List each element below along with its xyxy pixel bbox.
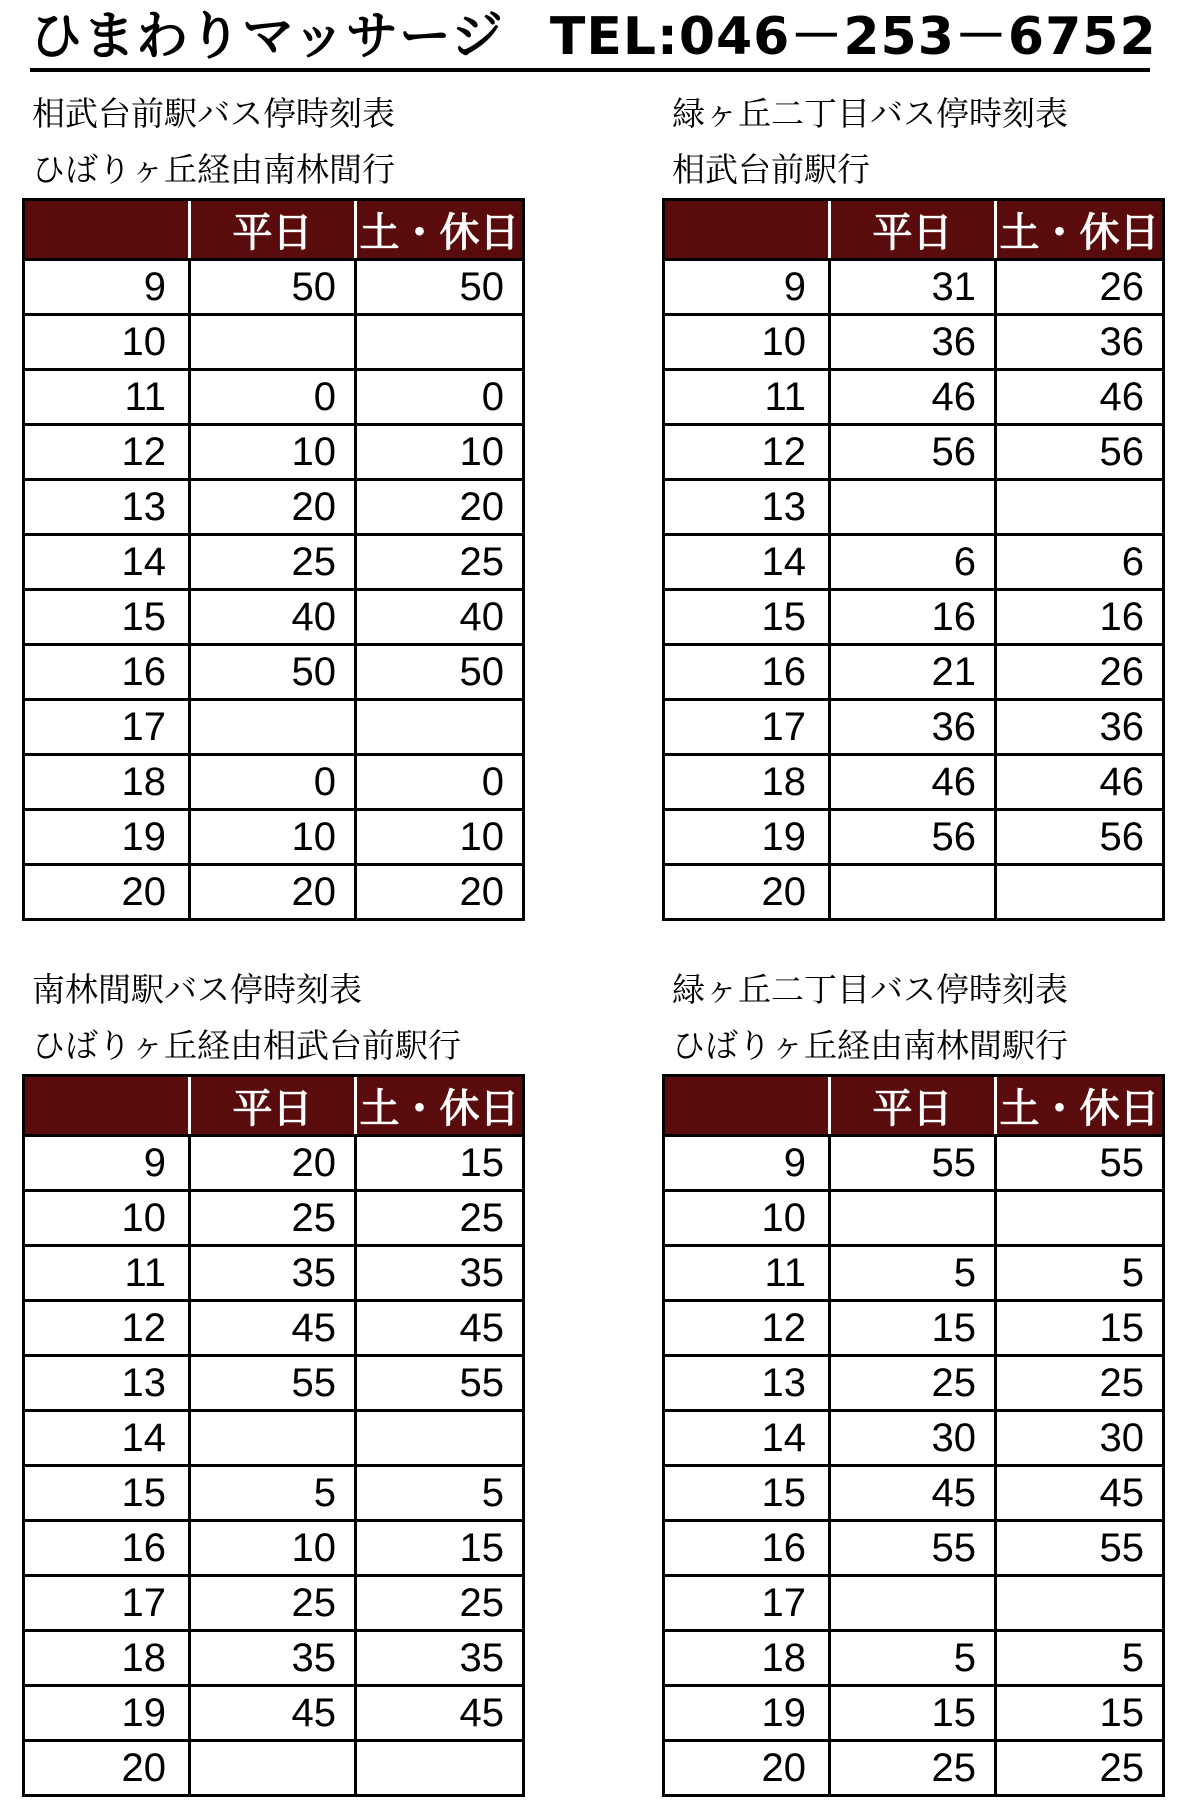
timetable-stop-title: 相武台前駅バス停時刻表 xyxy=(32,94,395,133)
weekday-minute-cell: 5 xyxy=(190,1466,356,1521)
table-row xyxy=(664,315,1164,370)
hour-cell: 19 xyxy=(24,1686,190,1741)
hour-cell: 17 xyxy=(664,1576,830,1631)
phone-number: TEL:046－253－6752 xyxy=(549,7,1157,67)
hour-cell: 16 xyxy=(664,1521,830,1576)
column-header: 平日 xyxy=(190,200,356,260)
holiday-minute-cell: 55 xyxy=(996,1521,1164,1576)
table-row xyxy=(664,865,1164,920)
table-row xyxy=(24,260,524,315)
holiday-minute-cell: 36 xyxy=(996,700,1164,755)
weekday-minute-cell: 15 xyxy=(830,1686,996,1741)
holiday-minute-cell: 50 xyxy=(356,645,524,700)
holiday-minute-cell: 5 xyxy=(996,1246,1164,1301)
holiday-minute-cell: 50 xyxy=(356,260,524,315)
table-row xyxy=(664,1521,1164,1576)
table-row xyxy=(24,810,524,865)
timetable-header-row xyxy=(24,200,524,260)
holiday-minute-cell: 25 xyxy=(356,1191,524,1246)
table-row xyxy=(664,1136,1164,1191)
hour-cell: 20 xyxy=(664,1741,830,1796)
table-row xyxy=(24,1136,524,1191)
holiday-minute-cell: 15 xyxy=(996,1301,1164,1356)
holiday-minute-cell: 25 xyxy=(996,1356,1164,1411)
weekday-minute-cell: 20 xyxy=(190,1136,356,1191)
weekday-minute-cell: 56 xyxy=(830,425,996,480)
table-row xyxy=(664,1301,1164,1356)
table-row xyxy=(24,865,524,920)
weekday-minute-cell: 10 xyxy=(190,425,356,480)
holiday-minute-cell: 55 xyxy=(356,1356,524,1411)
weekday-minute-cell: 35 xyxy=(190,1631,356,1686)
holiday-minute-cell xyxy=(996,1576,1164,1631)
timetable-block xyxy=(662,86,1162,921)
holiday-minute-cell: 15 xyxy=(996,1686,1164,1741)
timetable-stop-title: 南林間駅バス停時刻表 xyxy=(32,970,362,1009)
weekday-minute-cell: 25 xyxy=(190,1576,356,1631)
weekday-minute-cell: 56 xyxy=(830,810,996,865)
table-row xyxy=(24,590,524,645)
hour-cell: 18 xyxy=(24,1631,190,1686)
weekday-minute-cell: 45 xyxy=(190,1686,356,1741)
column-header xyxy=(24,200,190,260)
holiday-minute-cell xyxy=(356,700,524,755)
table-row xyxy=(664,480,1164,535)
weekday-minute-cell xyxy=(830,1576,996,1631)
table-row xyxy=(664,1576,1164,1631)
table-row xyxy=(24,1246,524,1301)
holiday-minute-cell: 35 xyxy=(356,1246,524,1301)
page-header xyxy=(30,6,1157,72)
column-header: 平日 xyxy=(830,200,996,260)
weekday-minute-cell: 20 xyxy=(190,865,356,920)
timetable xyxy=(662,1074,1165,1797)
table-row xyxy=(664,590,1164,645)
hour-cell: 19 xyxy=(664,810,830,865)
hour-cell: 15 xyxy=(664,590,830,645)
hour-cell: 20 xyxy=(664,865,830,920)
holiday-minute-cell xyxy=(356,1411,524,1466)
holiday-minute-cell: 45 xyxy=(996,1466,1164,1521)
timetable xyxy=(22,198,525,921)
holiday-minute-cell: 0 xyxy=(356,370,524,425)
table-row xyxy=(24,700,524,755)
table-row xyxy=(664,1686,1164,1741)
hour-cell: 14 xyxy=(24,535,190,590)
column-header: 土・休日 xyxy=(996,200,1164,260)
table-row xyxy=(24,535,524,590)
hour-cell: 13 xyxy=(664,480,830,535)
holiday-minute-cell: 10 xyxy=(356,810,524,865)
column-header: 平日 xyxy=(190,1076,356,1136)
holiday-minute-cell: 35 xyxy=(356,1631,524,1686)
timetable-stop-title: 緑ヶ丘二丁目バス停時刻表 xyxy=(672,970,1068,1009)
weekday-minute-cell: 15 xyxy=(830,1301,996,1356)
table-row xyxy=(664,535,1164,590)
table-row xyxy=(664,755,1164,810)
weekday-minute-cell xyxy=(830,480,996,535)
table-row xyxy=(24,645,524,700)
holiday-minute-cell: 40 xyxy=(356,590,524,645)
weekday-minute-cell xyxy=(190,700,356,755)
hour-cell: 12 xyxy=(24,425,190,480)
table-row xyxy=(24,425,524,480)
column-header: 土・休日 xyxy=(996,1076,1164,1136)
hour-cell: 12 xyxy=(664,425,830,480)
weekday-minute-cell xyxy=(190,1411,356,1466)
hour-cell: 13 xyxy=(664,1356,830,1411)
table-row xyxy=(24,1631,524,1686)
hour-cell: 10 xyxy=(24,1191,190,1246)
holiday-minute-cell: 25 xyxy=(996,1741,1164,1796)
hour-cell: 18 xyxy=(664,1631,830,1686)
weekday-minute-cell xyxy=(830,865,996,920)
timetable xyxy=(22,1074,525,1797)
table-row xyxy=(664,370,1164,425)
hour-cell: 14 xyxy=(664,1411,830,1466)
holiday-minute-cell: 25 xyxy=(356,1576,524,1631)
weekday-minute-cell: 50 xyxy=(190,260,356,315)
weekday-minute-cell xyxy=(830,1191,996,1246)
timetable-block xyxy=(22,86,522,921)
table-row xyxy=(664,1466,1164,1521)
table-row xyxy=(664,1631,1164,1686)
weekday-minute-cell: 35 xyxy=(190,1246,356,1301)
holiday-minute-cell xyxy=(996,1191,1164,1246)
table-row xyxy=(664,1191,1164,1246)
table-row xyxy=(24,1301,524,1356)
hour-cell: 18 xyxy=(24,755,190,810)
timetable-destination: 相武台前駅行 xyxy=(672,150,870,189)
holiday-minute-cell: 45 xyxy=(356,1686,524,1741)
weekday-minute-cell: 10 xyxy=(190,810,356,865)
holiday-minute-cell xyxy=(996,480,1164,535)
hour-cell: 19 xyxy=(664,1686,830,1741)
weekday-minute-cell: 25 xyxy=(190,1191,356,1246)
weekday-minute-cell: 5 xyxy=(830,1631,996,1686)
table-row xyxy=(24,1356,524,1411)
holiday-minute-cell: 20 xyxy=(356,865,524,920)
holiday-minute-cell: 45 xyxy=(356,1301,524,1356)
timetable-block xyxy=(662,962,1162,1797)
weekday-minute-cell: 0 xyxy=(190,755,356,810)
holiday-minute-cell xyxy=(356,1741,524,1796)
weekday-minute-cell: 40 xyxy=(190,590,356,645)
weekday-minute-cell: 46 xyxy=(830,755,996,810)
holiday-minute-cell: 55 xyxy=(996,1136,1164,1191)
holiday-minute-cell: 15 xyxy=(356,1521,524,1576)
holiday-minute-cell: 20 xyxy=(356,480,524,535)
timetable-stop-title: 緑ヶ丘二丁目バス停時刻表 xyxy=(672,94,1068,133)
weekday-minute-cell: 55 xyxy=(830,1136,996,1191)
holiday-minute-cell: 46 xyxy=(996,755,1164,810)
timetable-header-row xyxy=(24,1076,524,1136)
holiday-minute-cell: 10 xyxy=(356,425,524,480)
holiday-minute-cell: 46 xyxy=(996,370,1164,425)
holiday-minute-cell: 0 xyxy=(356,755,524,810)
weekday-minute-cell: 45 xyxy=(830,1466,996,1521)
table-row xyxy=(664,1246,1164,1301)
weekday-minute-cell: 31 xyxy=(830,260,996,315)
table-row xyxy=(664,1411,1164,1466)
holiday-minute-cell xyxy=(356,315,524,370)
hour-cell: 15 xyxy=(664,1466,830,1521)
hour-cell: 20 xyxy=(24,1741,190,1796)
weekday-minute-cell xyxy=(190,1741,356,1796)
holiday-minute-cell: 25 xyxy=(356,535,524,590)
table-row xyxy=(664,645,1164,700)
weekday-minute-cell: 6 xyxy=(830,535,996,590)
hour-cell: 9 xyxy=(664,1136,830,1191)
column-header: 土・休日 xyxy=(356,200,524,260)
table-row xyxy=(664,1741,1164,1796)
hour-cell: 9 xyxy=(24,260,190,315)
timetable-destination: ひばりヶ丘経由南林間駅行 xyxy=(672,1026,1068,1065)
hour-cell: 11 xyxy=(664,370,830,425)
hour-cell: 13 xyxy=(24,480,190,535)
hour-cell: 12 xyxy=(24,1301,190,1356)
hour-cell: 17 xyxy=(24,1576,190,1631)
weekday-minute-cell: 36 xyxy=(830,700,996,755)
timetable-header-row xyxy=(664,200,1164,260)
table-row xyxy=(664,260,1164,315)
column-header xyxy=(24,1076,190,1136)
hour-cell: 10 xyxy=(664,1191,830,1246)
hour-cell: 11 xyxy=(664,1246,830,1301)
table-row xyxy=(664,810,1164,865)
holiday-minute-cell: 30 xyxy=(996,1411,1164,1466)
hour-cell: 20 xyxy=(24,865,190,920)
column-header xyxy=(664,200,830,260)
shop-name: ひまわりマッサージ xyxy=(30,7,504,67)
holiday-minute-cell xyxy=(996,865,1164,920)
weekday-minute-cell: 25 xyxy=(830,1741,996,1796)
hour-cell: 10 xyxy=(24,315,190,370)
hour-cell: 9 xyxy=(664,260,830,315)
hour-cell: 11 xyxy=(24,1246,190,1301)
table-row xyxy=(24,1411,524,1466)
timetable-header-row xyxy=(664,1076,1164,1136)
weekday-minute-cell: 20 xyxy=(190,480,356,535)
holiday-minute-cell: 5 xyxy=(356,1466,524,1521)
holiday-minute-cell: 26 xyxy=(996,260,1164,315)
hour-cell: 12 xyxy=(664,1301,830,1356)
table-row xyxy=(24,480,524,535)
hour-cell: 17 xyxy=(24,700,190,755)
table-row xyxy=(664,425,1164,480)
table-row xyxy=(24,370,524,425)
column-header xyxy=(664,1076,830,1136)
holiday-minute-cell: 56 xyxy=(996,425,1164,480)
table-row xyxy=(664,700,1164,755)
weekday-minute-cell: 55 xyxy=(190,1356,356,1411)
hour-cell: 14 xyxy=(664,535,830,590)
holiday-minute-cell: 6 xyxy=(996,535,1164,590)
weekday-minute-cell: 36 xyxy=(830,315,996,370)
weekday-minute-cell: 50 xyxy=(190,645,356,700)
weekday-minute-cell: 30 xyxy=(830,1411,996,1466)
weekday-minute-cell: 10 xyxy=(190,1521,356,1576)
hour-cell: 15 xyxy=(24,1466,190,1521)
holiday-minute-cell: 15 xyxy=(356,1136,524,1191)
table-row xyxy=(24,1521,524,1576)
hour-cell: 17 xyxy=(664,700,830,755)
timetable xyxy=(662,198,1165,921)
hour-cell: 11 xyxy=(24,370,190,425)
weekday-minute-cell: 55 xyxy=(830,1521,996,1576)
hour-cell: 13 xyxy=(24,1356,190,1411)
hour-cell: 16 xyxy=(24,1521,190,1576)
weekday-minute-cell: 0 xyxy=(190,370,356,425)
weekday-minute-cell: 5 xyxy=(830,1246,996,1301)
holiday-minute-cell: 5 xyxy=(996,1631,1164,1686)
hour-cell: 9 xyxy=(24,1136,190,1191)
weekday-minute-cell: 25 xyxy=(830,1356,996,1411)
table-row xyxy=(24,755,524,810)
weekday-minute-cell: 16 xyxy=(830,590,996,645)
weekday-minute-cell: 21 xyxy=(830,645,996,700)
column-header: 平日 xyxy=(830,1076,996,1136)
hour-cell: 16 xyxy=(24,645,190,700)
hour-cell: 15 xyxy=(24,590,190,645)
table-row xyxy=(24,1741,524,1796)
hour-cell: 18 xyxy=(664,755,830,810)
hour-cell: 10 xyxy=(664,315,830,370)
holiday-minute-cell: 26 xyxy=(996,645,1164,700)
holiday-minute-cell: 16 xyxy=(996,590,1164,645)
column-header: 土・休日 xyxy=(356,1076,524,1136)
weekday-minute-cell: 25 xyxy=(190,535,356,590)
table-row xyxy=(24,1576,524,1631)
table-row xyxy=(24,315,524,370)
timetable-destination: ひばりヶ丘経由南林間行 xyxy=(32,150,395,189)
weekday-minute-cell: 45 xyxy=(190,1301,356,1356)
table-row xyxy=(24,1686,524,1741)
hour-cell: 19 xyxy=(24,810,190,865)
weekday-minute-cell: 46 xyxy=(830,370,996,425)
table-row xyxy=(24,1191,524,1246)
holiday-minute-cell: 56 xyxy=(996,810,1164,865)
table-row xyxy=(24,1466,524,1521)
hour-cell: 16 xyxy=(664,645,830,700)
weekday-minute-cell xyxy=(190,315,356,370)
table-row xyxy=(664,1356,1164,1411)
hour-cell: 14 xyxy=(24,1411,190,1466)
timetable-destination: ひばりヶ丘経由相武台前駅行 xyxy=(32,1026,461,1065)
timetable-block xyxy=(22,962,522,1797)
holiday-minute-cell: 36 xyxy=(996,315,1164,370)
